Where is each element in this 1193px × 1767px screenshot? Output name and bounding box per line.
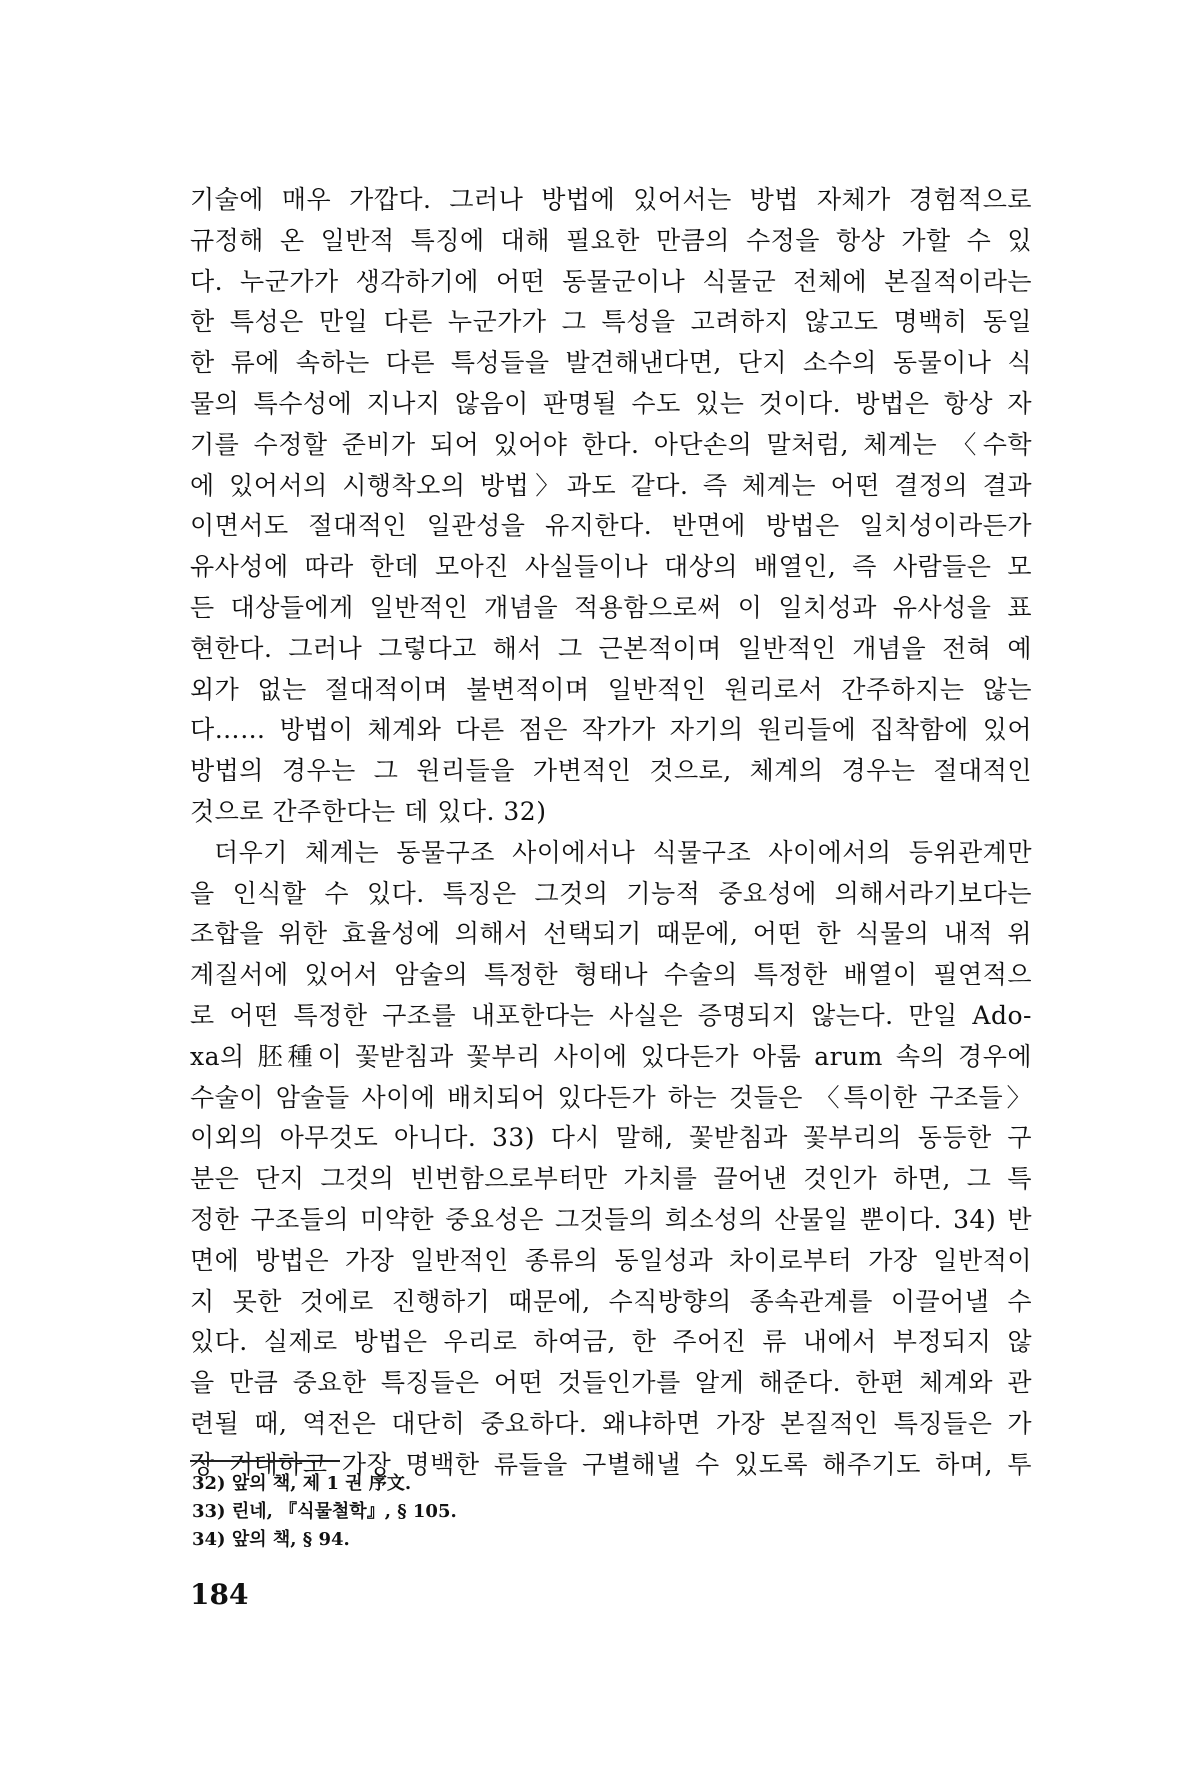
text-line: 규정해 온 일반적 특징에 대해 필요한 만큼의 수정을 항상 가할 수 있 xyxy=(190,225,1032,255)
text-line: 한 류에 속하는 다른 특성들을 발견해낸다면, 단지 소수의 동물이나 식 xyxy=(190,348,1032,378)
text-line: 련될 때, 역전은 대단히 중요하다. 왜냐하면 가장 본질적인 특징들은 가 xyxy=(190,1408,1032,1438)
text-line: 을 만큼 중요한 특징들은 어떤 것들인가를 알게 해준다. 한편 체계와 관 xyxy=(190,1368,1032,1398)
footnote-item: 34) 앞의 책, § 94. xyxy=(192,1529,350,1550)
text-line: 면에 방법은 가장 일반적인 종류의 동일성과 차이로부터 가장 일반적이 xyxy=(190,1245,1032,1275)
body-text xyxy=(190,180,1032,1486)
text-line: 든 대상들에게 일반적인 개념을 적용함으로써 이 일치성과 유사성을 표 xyxy=(190,592,1032,622)
text-line: 방법의 경우는 그 원리들을 가변적인 것으로, 체계의 경우는 절대적인 xyxy=(190,756,1032,786)
text-line: 한 특성은 만일 다른 누군가가 그 특성을 고려하지 않고도 명백히 동일 xyxy=(190,307,1032,337)
text-line: 로 어떤 특정한 구조를 내포한다는 사실은 증명되지 않는다. 만일 Ado- xyxy=(190,1000,1032,1030)
text-line: 외가 없는 절대적이며 불변적이며 일반적인 원리로서 간주하지는 않는 xyxy=(190,674,1032,704)
text-line: 분은 단지 그것의 빈번함으로부터만 가치를 끌어낸 것인가 하면, 그 특 xyxy=(190,1164,1032,1194)
text-line: 기를 수정할 준비가 되어 있어야 한다. 아단손의 말처럼, 체계는 〈수학 xyxy=(190,429,1032,459)
text-line: 이외의 아무것도 아니다. 33) 다시 말해, 꽃받침과 꽃부리의 동등한 구 xyxy=(190,1123,1032,1153)
text-line: 에 있어서의 시행착오의 방법〉과도 같다. 즉 체계는 어떤 결정의 결과 xyxy=(190,470,1032,500)
text-line: 있다. 실제로 방법은 우리로 하여금, 한 주어진 류 내에서 부정되지 않 xyxy=(190,1327,1032,1357)
text-line: 계질서에 있어서 암술의 특정한 형태나 수술의 특정한 배열이 필연적으 xyxy=(190,960,1032,990)
text-line: 물의 특수성에 지나지 않음이 판명될 수도 있는 것이다. 방법은 항상 자 xyxy=(190,388,1032,418)
footnote-item: 33) 린네, 『식물철학』, § 105. xyxy=(192,1501,457,1522)
text-line: 유사성에 따라 한데 모아진 사실들이나 대상의 배열인, 즉 사람들은 모 xyxy=(190,552,1032,582)
text-line: 현한다. 그러나 그렇다고 해서 그 근본적이며 일반적인 개념을 전혀 예 xyxy=(190,633,1032,663)
text-line: 이면서도 절대적인 일관성을 유지한다. 반면에 방법은 일치성이라든가 xyxy=(190,511,1032,541)
text-line: 수술이 암술들 사이에 배치되어 있다든가 하는 것들은 〈특이한 구조들〉 xyxy=(190,1082,1032,1112)
text-line: 장 거대하고 가장 명백한 류들을 구별해낼 수 있도록 해주기도 하며, 투 xyxy=(190,1449,1032,1479)
footnotes xyxy=(192,1470,592,1554)
footnote-item: 32) 앞의 책, 제 1 권 序文. xyxy=(192,1473,412,1494)
text-line: 정한 구조들의 미약한 중요성은 그것들의 희소성의 산물일 뿐이다. 34) 반 xyxy=(190,1204,1032,1234)
text-line: 을 인식할 수 있다. 특징은 그것의 기능적 중요성에 의해서라기보다는 xyxy=(190,878,1032,908)
text-line: 다…… 방법이 체계와 다른 점은 작가가 자기의 원리들에 집착함에 있어 xyxy=(190,715,1032,745)
text-line: 것으로 간주한다는 데 있다. 32) xyxy=(190,796,547,826)
text-line: 더우기 체계는 동물구조 사이에서나 식물구조 사이에서의 등위관계만 xyxy=(214,837,1032,867)
text-line: 다. 누군가가 생각하기에 어떤 동물군이나 식물군 전체에 본질적이라는 xyxy=(190,266,1032,296)
text-line: 지 못한 것에로 진행하기 때문에, 수직방향의 종속관계를 이끌어낼 수 xyxy=(190,1286,1032,1316)
page-number: 184 xyxy=(190,1578,249,1611)
text-line: 기술에 매우 가깝다. 그러나 방법에 있어서는 방법 자체가 경험적으로 xyxy=(190,185,1032,214)
text-line: xa의 胚種이 꽃받침과 꽃부리 사이에 있다든가 아룸 arum 속의 경우에 xyxy=(190,1041,1032,1071)
text-line: 조합을 위한 효율성에 의해서 선택되기 때문에, 어떤 한 식물의 내적 위 xyxy=(190,919,1032,949)
footnote-divider xyxy=(190,1460,340,1462)
